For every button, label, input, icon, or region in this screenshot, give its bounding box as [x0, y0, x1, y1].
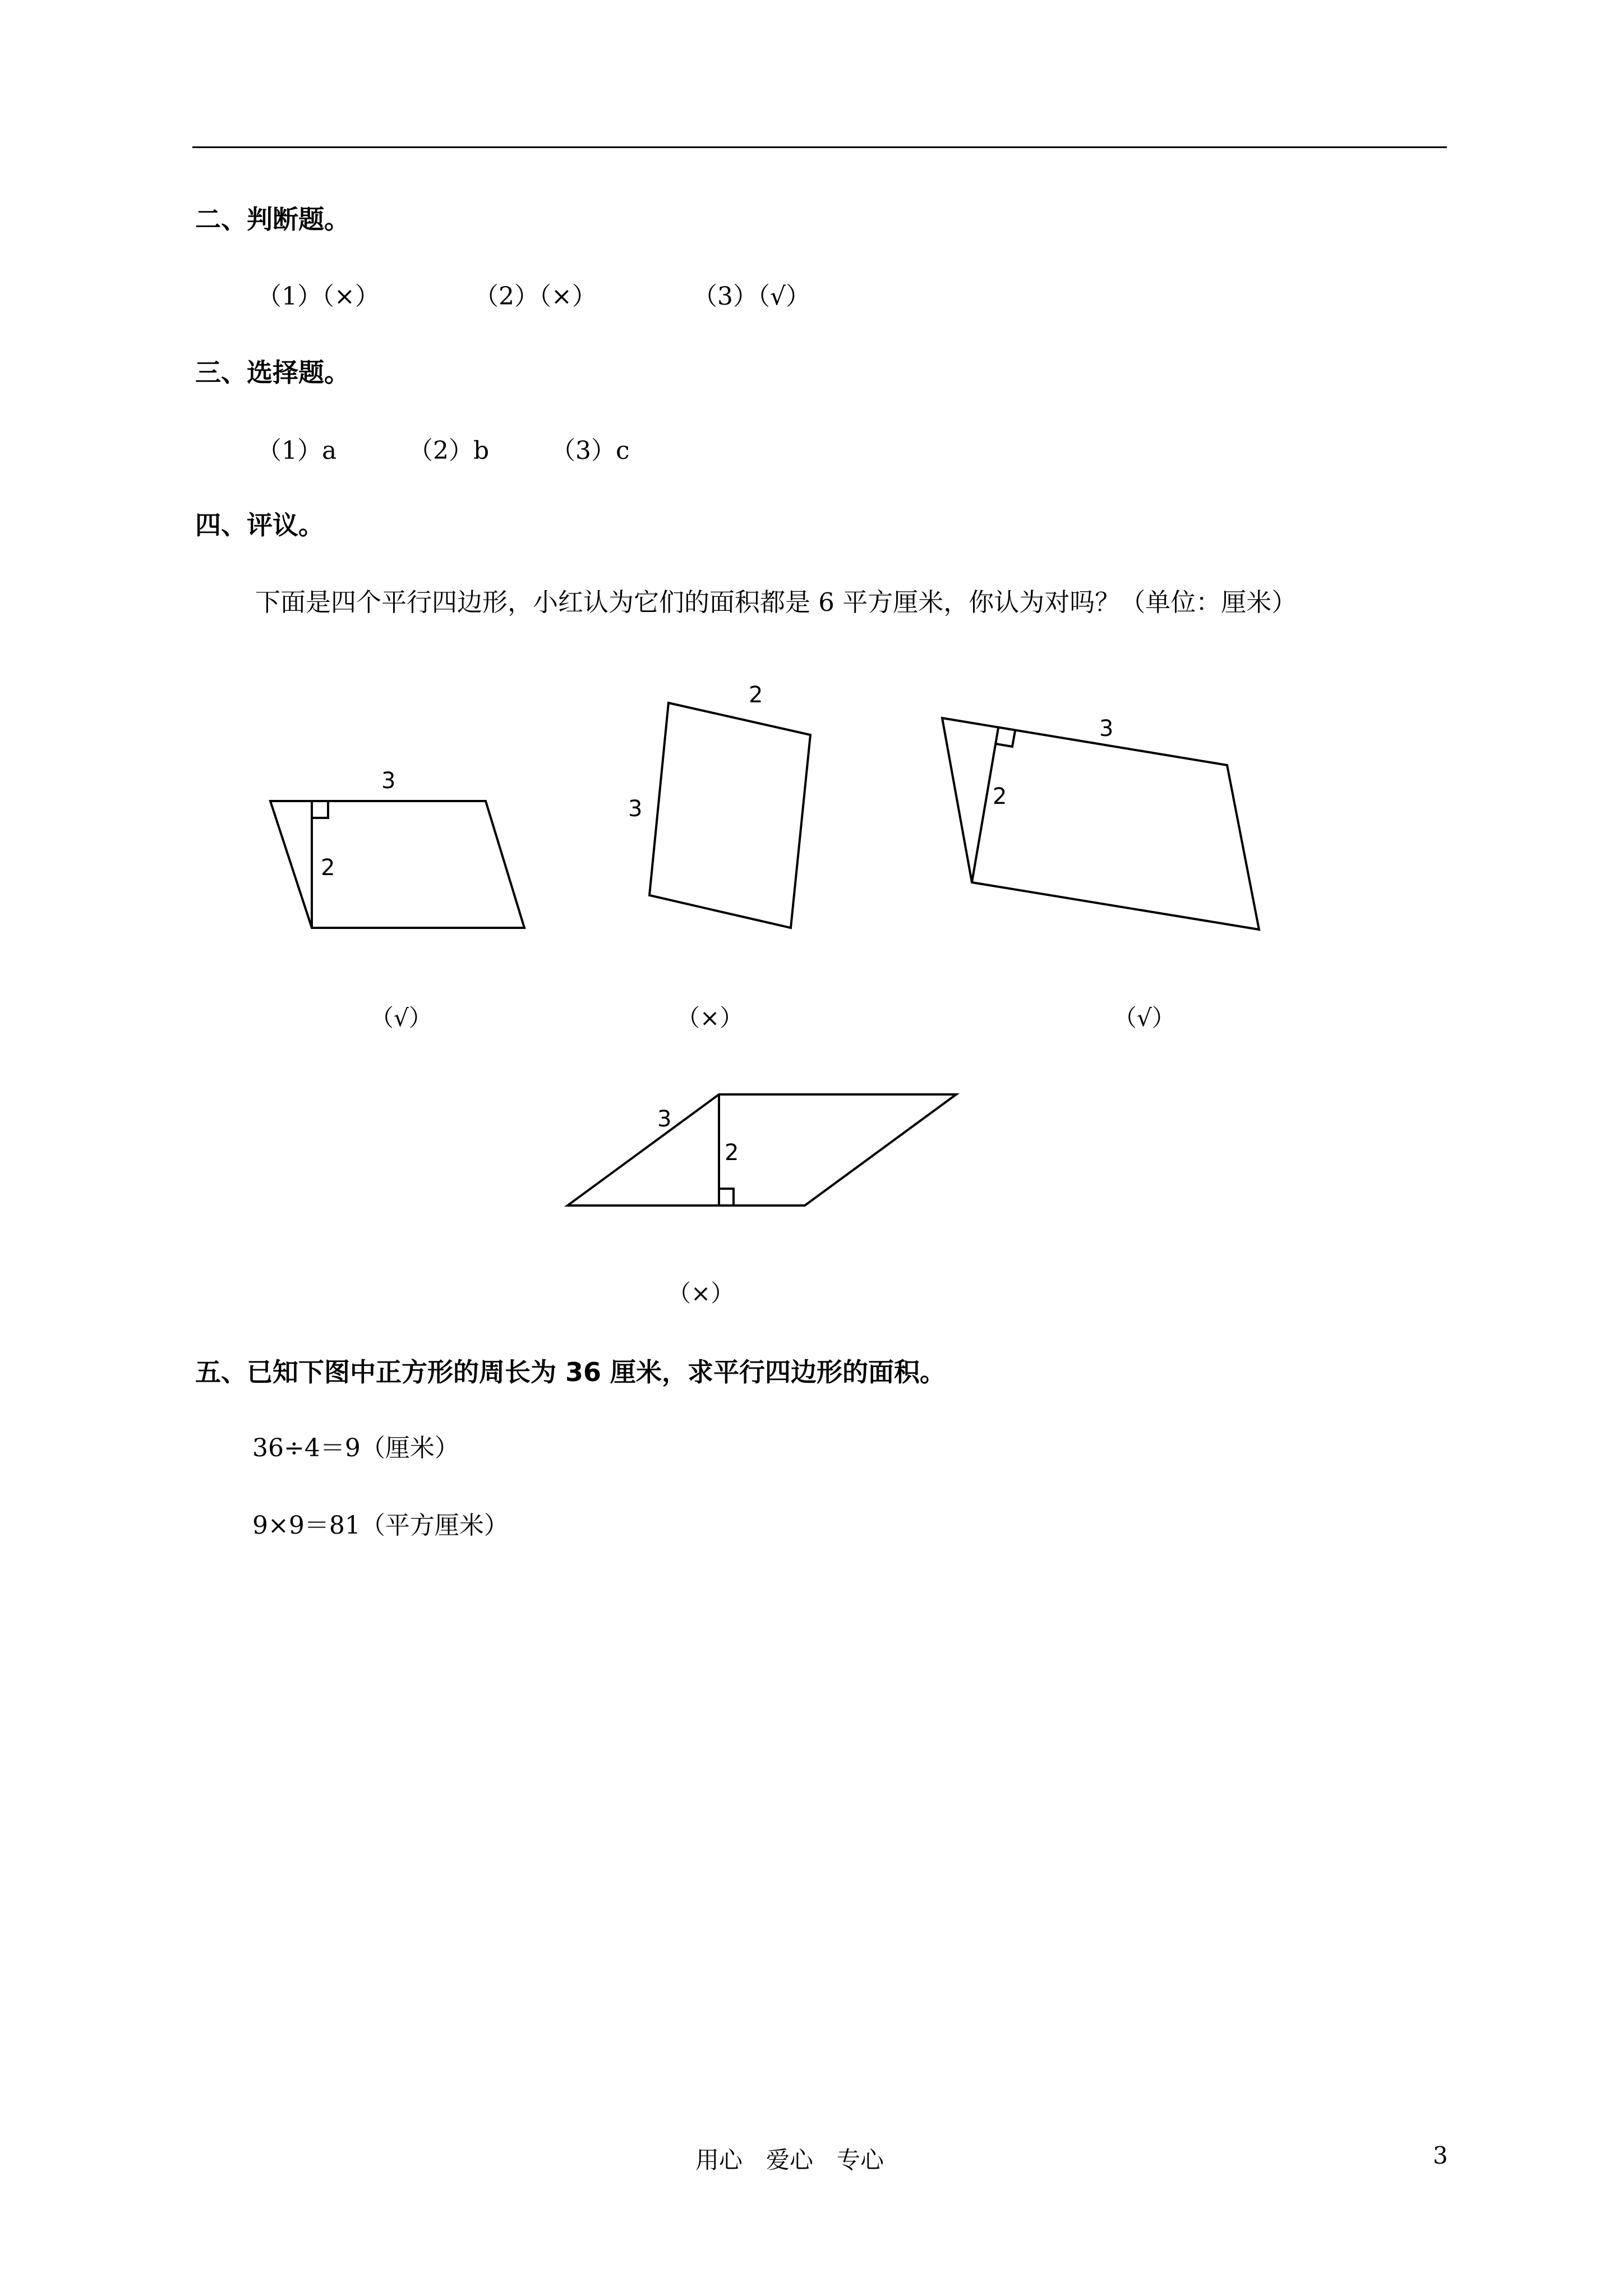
parallelogram-4-height-label: 2	[725, 1140, 739, 1166]
parallelogram-3-base-label: 3	[1099, 716, 1114, 742]
section-3-answer-2: （2）b	[408, 436, 490, 465]
figure-3-judgement: （√）	[1113, 1004, 1175, 1032]
section-4-question: 下面是四个平行四边形，小红认为它们的面积都是 6 平方厘米，你认为对吗？（单位：厘米）	[255, 587, 1297, 617]
parallelogram-1-right-angle	[312, 801, 328, 818]
parallelogram-2-top-label: 2	[749, 682, 763, 708]
section-3-heading: 三、选择题。	[195, 357, 350, 388]
section-4-heading: 四、评议。	[195, 510, 324, 540]
parallelogram-4-slant-label: 3	[657, 1106, 672, 1132]
section-2-answer-1: （1）（×）	[257, 282, 380, 311]
section-2-answer-2: （2）（×）	[474, 282, 597, 311]
section-5-step-1: 36÷4＝9（厘米）	[252, 1434, 459, 1462]
parallelogram-2-side-label: 3	[628, 796, 643, 822]
section-3-answer-1: （1）a	[257, 436, 337, 465]
section-2-answer-3: （3）（√）	[693, 282, 811, 311]
parallelogram-1-height-label: 2	[321, 855, 335, 881]
figure-1-judgement: （√）	[370, 1004, 432, 1032]
parallelogram-figure-2	[628, 682, 810, 928]
parallelogram-1-outline	[270, 801, 524, 928]
parallelogram-3-right-angle	[996, 731, 1015, 747]
parallelogram-figure-4	[568, 1094, 956, 1205]
section-3-answer-3: （3）c	[551, 436, 630, 465]
figure-2-judgement: （×）	[676, 1004, 744, 1032]
footer-motto: 用心 爱心 专心	[695, 2146, 884, 2174]
section-5-heading: 五、已知下图中正方形的周长为 36 厘米，求平行四边形的面积。	[195, 1357, 946, 1387]
parallelogram-2-outline	[649, 703, 810, 928]
parallelogram-4-right-angle	[719, 1189, 734, 1205]
parallelogram-3-outline	[942, 718, 1259, 930]
figure-4-judgement: （×）	[667, 1280, 735, 1307]
section-5-step-2: 9×9＝81（平方厘米）	[252, 1511, 509, 1540]
parallelogram-figure-3	[942, 716, 1259, 930]
parallelogram-3-height-label: 2	[993, 784, 1007, 809]
parallelogram-1-base-label: 3	[381, 768, 396, 794]
section-2-heading: 二、判断题。	[195, 204, 350, 234]
parallelogram-4-outline	[568, 1094, 956, 1205]
page-number: 3	[1433, 2142, 1448, 2169]
parallelogram-figure-1	[270, 768, 524, 928]
